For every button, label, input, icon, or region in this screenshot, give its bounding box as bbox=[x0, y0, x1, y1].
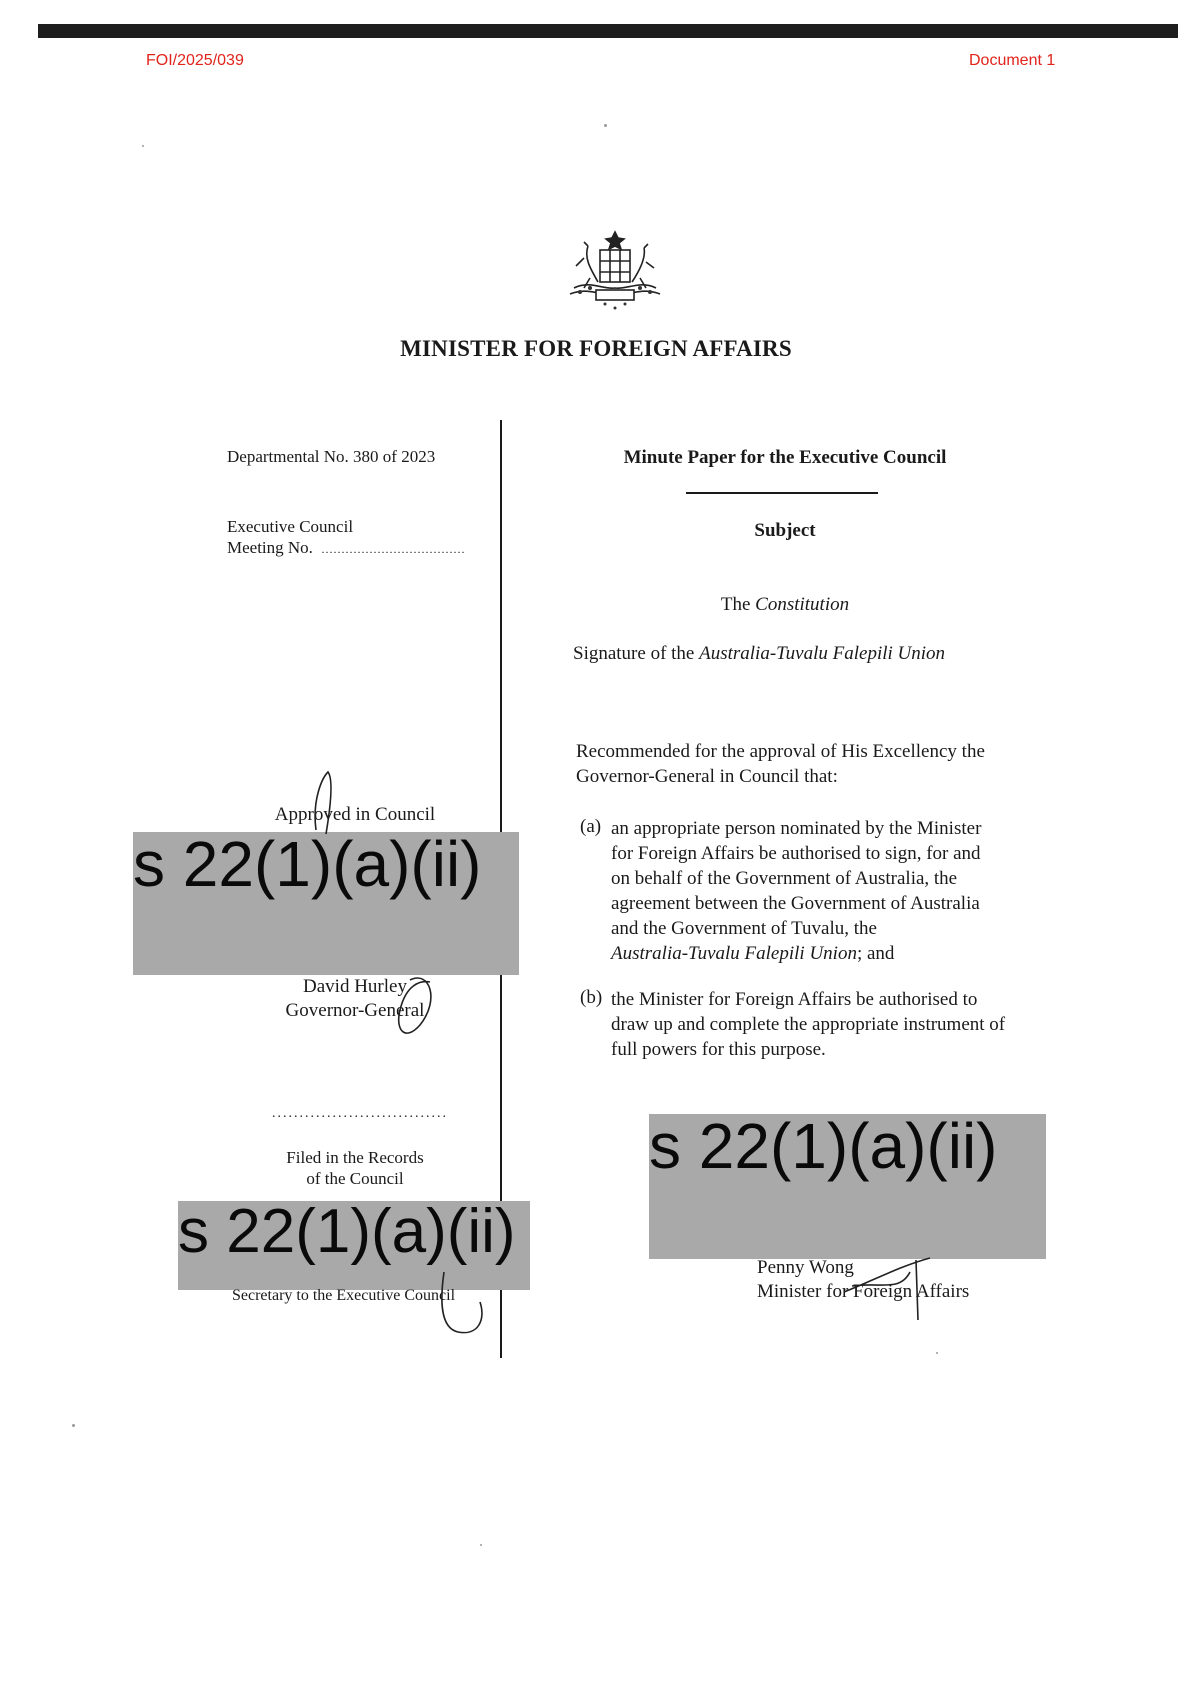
scan-speck bbox=[604, 124, 607, 127]
subject-heading: Subject bbox=[754, 520, 816, 541]
page-title: MINISTER FOR FOREIGN AFFAIRS bbox=[400, 336, 792, 361]
redaction-box: s 22(1)(a)(ii) bbox=[649, 1114, 1046, 1259]
scan-speck bbox=[480, 1544, 482, 1546]
governor-general-title: Governor-General bbox=[285, 1000, 425, 1021]
recommendation-line1: Recommended for the approval of His Excellency the bbox=[576, 741, 985, 762]
item-a-label: (a) bbox=[580, 816, 602, 837]
item-b-label: (b) bbox=[580, 987, 603, 1008]
top-border bbox=[38, 24, 1178, 38]
governor-general-name: David Hurley bbox=[303, 976, 407, 997]
item-b-text: the Minister for Foreign Affairs be authorised to draw up and complete the appropriate instrument of full powers for this purpose. bbox=[611, 989, 1006, 1060]
constitution-line: The Constitution bbox=[720, 594, 850, 615]
minute-paper-title: Minute Paper for the Executive Council bbox=[623, 447, 947, 468]
title-rule bbox=[686, 492, 878, 494]
scan-speck bbox=[72, 1424, 75, 1427]
coat-of-arms-icon bbox=[560, 228, 670, 312]
minister-name: Penny Wong bbox=[757, 1257, 854, 1278]
signature-icon bbox=[300, 770, 480, 1050]
filed-records-line2: of the Council bbox=[306, 1169, 404, 1188]
redaction-box: s 22(1)(a)(ii) bbox=[178, 1201, 530, 1290]
minister-title: Minister for Foreign Affairs bbox=[757, 1281, 970, 1302]
signature-icon bbox=[438, 1270, 488, 1340]
meeting-number-label: Meeting No. .................................... bbox=[227, 538, 466, 557]
foi-reference: FOI/2025/039 bbox=[146, 52, 244, 69]
recommendation-line2: Governor-General in Council that: bbox=[576, 766, 838, 787]
signature-subject-line: Signature of the Australia-Tuvalu Falepili Union bbox=[573, 643, 946, 664]
executive-council-label: Executive Council bbox=[227, 517, 354, 536]
document-number: Document 1 bbox=[969, 52, 1056, 69]
scan-speck bbox=[142, 145, 144, 147]
separator-dots: ................................ bbox=[272, 1106, 448, 1121]
filed-records-line1: Filed in the Records bbox=[286, 1148, 424, 1167]
item-a-text: an appropriate person nominated by the Minister for Foreign Affairs be authorised to sign, for and on behalf of the Government of Australia, the agreement between the Government of Australia and the Government of Tuvalu, the Australia-Tuvalu Falepili Union; and bbox=[611, 818, 982, 964]
secretary-title: Secretary to the Executive Council bbox=[232, 1287, 456, 1304]
signature-icon bbox=[840, 1252, 940, 1322]
approved-in-council: Approved in Council bbox=[274, 804, 436, 825]
scan-speck bbox=[936, 1352, 938, 1354]
departmental-number: Departmental No. 380 of 2023 bbox=[227, 447, 436, 466]
redaction-box: s 22(1)(a)(ii) bbox=[133, 832, 519, 975]
